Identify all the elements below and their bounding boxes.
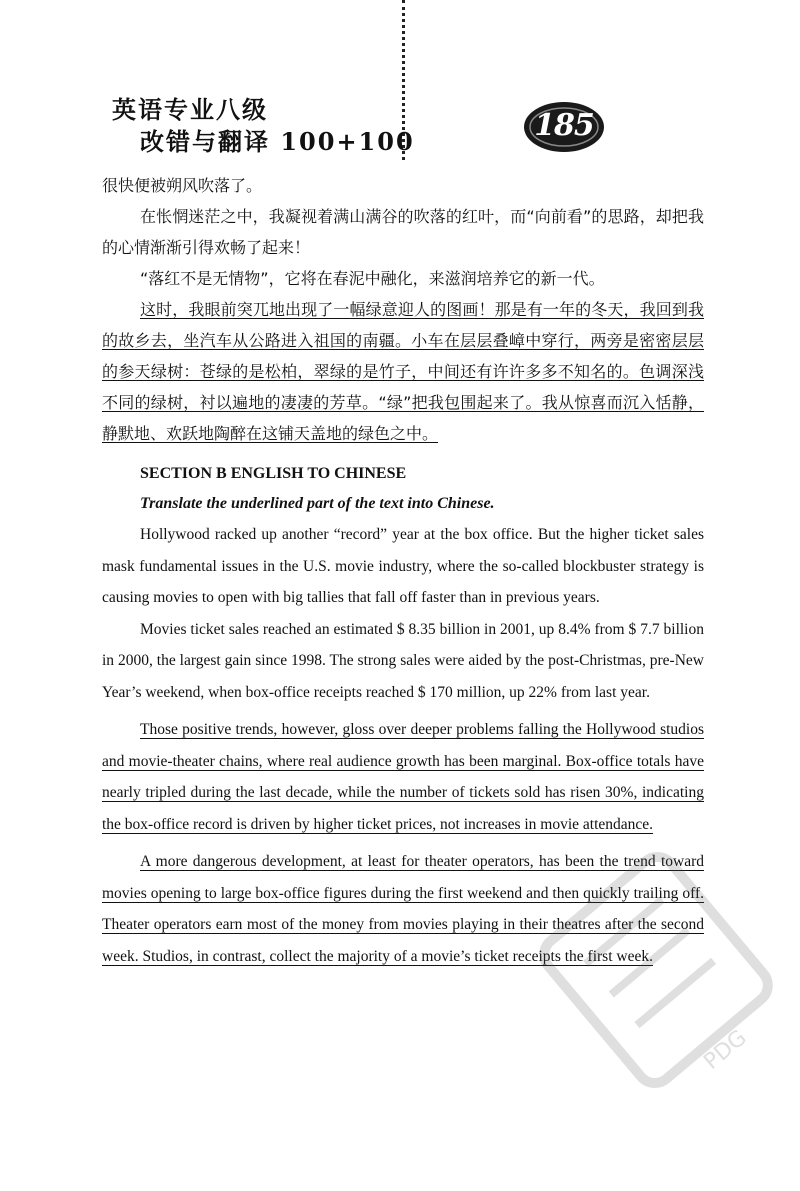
section-instruction: Translate the underlined part of the text into Chinese. <box>140 495 495 512</box>
english-paragraph-1: Hollywood racked up another “record” year at the box office. But the higher ticket sales mask fundamental issues in the U.S. movie industry, where the so-called blockbuster strategy is causing movies to open with big tallies that fall off faster than in previous years. <box>102 526 704 606</box>
english-paragraph-2: Movies ticket sales reached an estimated $ 8.35 billion in 2001, up 8.4% from $ 7.7 billion in 2000, the largest gain since 1998. The strong sales were aided by the post-Christmas, pre-New Year’s weekend, when box-office receipts reached $ 170 million, up 22% from last year. <box>102 620 704 701</box>
chinese-paragraph-4-underlined: 这时，我眼前突兀地出现了一幅绿意迎人的图画！那是有一年的冬天，我回到我的故乡去，坐汽车从公路进入祖国的南疆。小车在层层叠嶂中穿行，两旁是密密层层的参天绿树：苍绿的是松柏，翠绿的是竹子，中间还有许许多多不知名的。色调深浅不同的绿树，衬以遍地的凄凄的芳草。“绿”把我包围起来了。我从惊喜而沉入恬静，静默地、欢跃地陶醉在这铺天盖地的绿色之中。 <box>102 300 704 443</box>
page-body <box>102 170 704 972</box>
watermark-text: PDG <box>699 1025 752 1075</box>
english-paragraph-3-underlined: Those positive trends, however, gloss over deeper problems falling the Hollywood studios and movie-theater chains, where real audience growth has been marginal. Box-office totals have nearly tripled during the last decade, while the number of tickets sold has risen 30%, indicating the box-office record is driven by higher ticket prices, not increases in movie attendance. <box>102 721 704 833</box>
book-title-line2: 改错与翻译 100+100 <box>140 127 415 156</box>
page-number-badge <box>523 100 605 154</box>
book-title-line1: 英语专业八级 <box>112 95 268 124</box>
section-heading: SECTION B ENGLISH TO CHINESE <box>140 465 407 482</box>
chinese-paragraph-2: 在怅惘迷茫之中，我凝视着满山满谷的吹落的红叶，而“向前看”的思路，却把我的心情渐渐引得欢畅了起来！ <box>102 207 704 257</box>
english-paragraph-4-underlined: A more dangerous development, at least for theater operators, has been the trend toward movies opening to large box-office figures during the first weekend and then quickly trailing off. Theater operators earn most of the money from movies playing in their theatres after the second week. Studios, in contrast, collect the majority of a movie’s ticket receipts the first week. <box>102 853 704 965</box>
chinese-paragraph-1: 很快便被朔风吹落了。 <box>102 176 263 195</box>
chinese-paragraph-3: “落红不是无情物”，它将在春泥中融化，来滋润培养它的新一代。 <box>140 269 605 288</box>
page-header <box>0 0 800 170</box>
book-title <box>112 94 415 158</box>
page-number: 185 <box>534 108 594 143</box>
